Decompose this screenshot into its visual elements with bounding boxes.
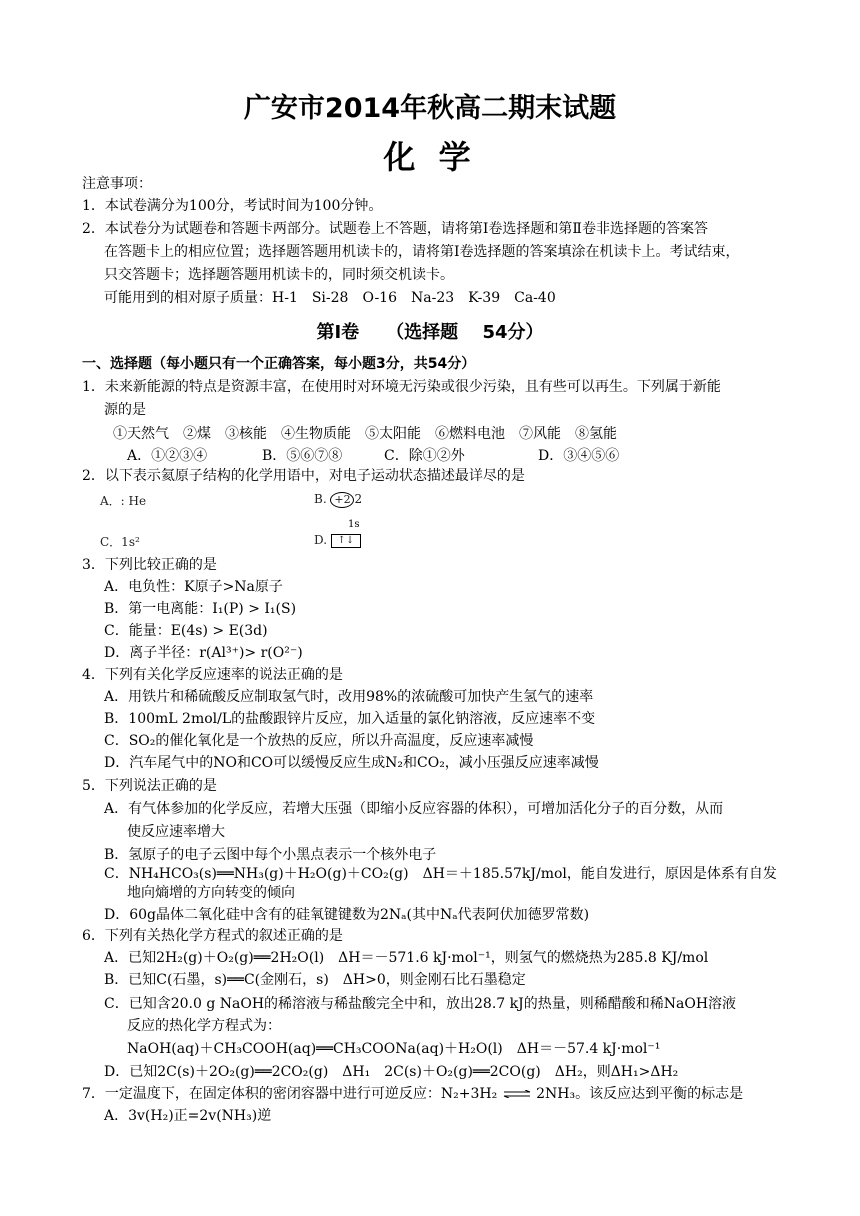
q7-stem	[82, 1084, 743, 1104]
note-2-line-1: 2．本试卷分为试题卷和答题卡两部分。试题卷上不答题，请将第Ⅰ卷选择题和第Ⅱ卷非选择题的答案答	[82, 221, 708, 237]
q6-option-c-equation: NaOH(aq)＋CH₃COOH(aq)══CH₃COONa(aq)＋H₂O(l) ΔH＝－57.4 kJ·mol⁻¹	[127, 1041, 661, 1057]
q4-option-d: D．汽车尾气中的NO和CO可以缓慢反应生成N₂和CO₂，减小压强反应速率减慢	[104, 755, 599, 771]
q2-option-d	[314, 533, 361, 548]
q7-stem-part-1: 7．一定温度下，在固定体积的密闭容器中进行可逆反应：N₂+3H₂	[82, 1086, 498, 1102]
q1-option-c: C．除①②外	[384, 448, 465, 464]
note-2-line-2: 在答题卡上的相应位置；选择题答题用机读卡的，请将第I卷选择题的答案填涂在机读卡上。考试结束，	[104, 244, 740, 260]
q5-option-d: D．60g晶体二氧化硅中含有的硅氧键键数为2Nₐ(其中Nₐ代表阿伏加德罗常数)	[104, 907, 590, 923]
q5-option-c-line-2: 地向熵增的方向转变的倾向	[127, 885, 295, 901]
orbital-box: ↑↓	[331, 534, 361, 548]
q5-option-b: B．氢原子的电子云图中每个小黑点表示一个核外电子	[104, 847, 437, 863]
q3-stem: 3．下列比较正确的是	[82, 557, 217, 573]
exam-title: 广安市2014年秋高二期末试题	[243, 93, 617, 124]
q4-option-a: A．用铁片和稀硫酸反应制取氢气时，改用98%的浓硫酸可加快产生氢气的速率	[104, 689, 594, 705]
atomic-masses: 可能用到的相对原子质量：H-1 Si-28 O-16 Na-23 K-39 Ca-40	[104, 290, 556, 306]
note-2-line-3: 只交答题卡；选择题答题用机读卡的，同时须交机读卡。	[104, 267, 454, 283]
q2-option-c: C．1s²	[100, 535, 140, 549]
nucleus-circle: +2	[330, 492, 354, 508]
q1-option-b: B．⑤⑥⑦⑧	[262, 448, 343, 464]
section-1-title: 第Ⅰ卷 （选择题 54分）	[316, 322, 544, 343]
q3-option-a: A．电负性：K原子>Na原子	[104, 579, 283, 595]
q1-stem-line-1: 1．未来新能源的特点是资源丰富，在使用时对环境无污染或很少污染，且有些可以再生。下列属于新能	[82, 379, 721, 395]
equilibrium-arrow-icon	[502, 1090, 532, 1098]
q4-option-c: C．SO₂的催化氧化是一个放热的反应，所以升高温度，反应速率减慢	[104, 733, 534, 749]
q2-stem: 2．以下表示氦原子结构的化学用语中，对电子运动状态描述最详尽的是	[82, 468, 525, 484]
q2-option-b-label: B.	[314, 492, 327, 506]
exam-subject: 化 学	[383, 138, 477, 176]
orbital-label: 1s	[348, 519, 360, 530]
q6-option-a: A．已知2H₂(g)＋O₂(g)══2H₂O(l) ΔH＝－571.6 kJ·mol⁻¹，则氢气的燃烧热为285.8 KJ/mol	[104, 950, 709, 966]
q2-option-b	[314, 492, 362, 508]
q1-stem-line-2: 源的是	[104, 402, 146, 418]
q6-option-c-line-1: C．已知含20.0 g NaOH的稀溶液与稀盐酸完全中和，放出28.7 kJ的热量，则稀醋酸和稀NaOH溶液	[104, 996, 737, 1012]
q5-stem: 5．下列说法正确的是	[82, 778, 217, 794]
q3-option-c: C．能量：E(4s) > E(3d)	[104, 623, 268, 639]
notes-heading: 注意事项：	[82, 176, 152, 192]
q4-option-b: B．100mL 2mol/L的盐酸跟锌片反应，加入适量的氯化钠溶液，反应速率不变	[104, 711, 596, 727]
q3-option-b: B．第一电离能：I₁(P) > I₁(S)	[104, 601, 297, 617]
q1-option-a: A．①②③④	[127, 448, 208, 464]
q1-items: ①天然气 ②煤 ③核能 ④生物质能 ⑤太阳能 ⑥燃料电池 ⑦风能 ⑧氢能	[113, 426, 617, 442]
section-1-heading: 一、选择题（每小题只有一个正确答案，每小题3分，共54分）	[82, 356, 476, 372]
q2-option-a: A．: He	[100, 494, 147, 508]
q4-stem: 4．下列有关化学反应速率的说法正确的是	[82, 667, 343, 683]
q5-option-c-line-1: C．NH₄HCO₃(s)══NH₃(g)＋H₂O(g)＋CO₂(g) ΔH＝＋185.57kJ/mol，能自发进行，原因是体系有自发	[104, 866, 777, 882]
q3-option-d: D．离子半径：r(Al³⁺)> r(O²⁻)	[104, 645, 303, 661]
q2-option-d-label: D.	[314, 533, 328, 547]
q7-option-a: A．3v(H₂)正=2v(NH₃)逆	[104, 1108, 272, 1124]
q6-stem: 6．下列有关热化学方程式的叙述正确的是	[82, 928, 343, 944]
q7-stem-part-2: 2NH₃。该反应达到平衡的标志是	[536, 1086, 744, 1102]
q6-option-c-line-2: 反应的热化学方程式为：	[127, 1018, 281, 1034]
electron-shell-count: 2	[354, 492, 363, 506]
q1-option-d: D．③④⑤⑥	[538, 448, 620, 464]
q5-option-a-line-1: A．有气体参加的化学反应，若增大压强（即缩小反应容器的体积），可增加活化分子的百分数，从而	[104, 801, 724, 817]
q6-option-d: D．已知2C(s)＋2O₂(g)══2CO₂(g) ΔH₁ 2C(s)＋O₂(g)══2CO(g) ΔH₂，则ΔH₁>ΔH₂	[104, 1064, 679, 1080]
note-1: 1．本试卷满分为100分，考试时间为100分钟。	[82, 198, 383, 214]
q5-option-a-line-2: 使反应速率增大	[127, 824, 225, 840]
q6-option-b: B．已知C(石墨，s)══C(金刚石，s) ΔH>0，则金刚石比石墨稳定	[104, 972, 526, 988]
